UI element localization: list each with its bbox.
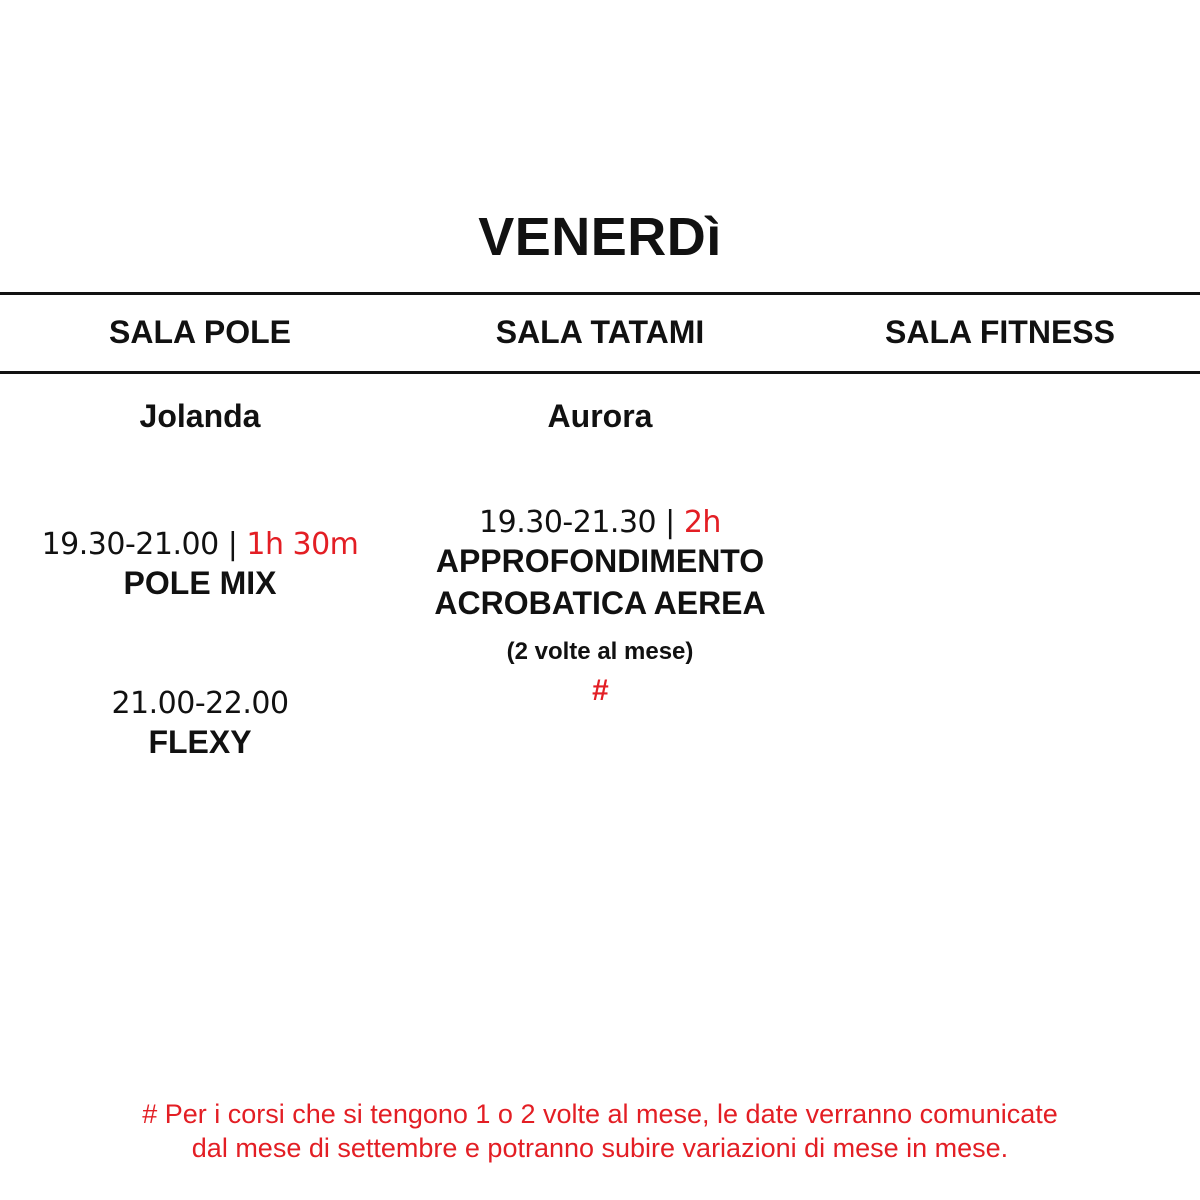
class-time: 21.00-22.00: [111, 686, 289, 721]
footnote-line2: dal mese di settembre e potranno subire variazioni di mese in mese.: [191, 1133, 1009, 1163]
room-header-tatami: SALA TATAMI: [495, 314, 705, 350]
time-separator: |: [656, 505, 684, 540]
class-frequency-note: (2 volte al mese): [506, 638, 694, 665]
class-name-line2: ACROBATICA AEREA: [434, 585, 766, 621]
class-time: 19.30-21.00: [41, 527, 219, 562]
hash-marker: #: [591, 674, 609, 707]
class-time-row: [400, 505, 800, 540]
class-duration: 2h: [683, 505, 721, 540]
teacher-pole: Jolanda: [139, 398, 261, 434]
header-bottom-divider: [0, 371, 1200, 374]
day-title: VENERDì: [478, 207, 722, 267]
class-time: 19.30-21.30: [479, 505, 657, 540]
room-header-pole: SALA POLE: [109, 314, 291, 350]
time-separator: |: [218, 527, 247, 562]
footnote-line1: # Per i corsi che si tengono 1 o 2 volte al mese, le date verranno comunicate: [142, 1099, 1058, 1129]
class-pole-mix: [0, 527, 400, 604]
class-approfondimento: [400, 505, 800, 708]
teacher-tatami: Aurora: [547, 398, 653, 434]
class-flexy: [0, 686, 400, 763]
footnote: [0, 1097, 1200, 1165]
header-top-divider: [0, 292, 1200, 295]
class-name-line1: APPROFONDIMENTO: [435, 543, 765, 579]
class-name: POLE MIX: [123, 565, 277, 601]
room-header-fitness: SALA FITNESS: [885, 314, 1115, 350]
class-time-row: [0, 686, 400, 721]
class-duration: 1h 30m: [246, 527, 359, 562]
class-time-row: [0, 527, 400, 562]
class-name: FLEXY: [148, 724, 252, 760]
